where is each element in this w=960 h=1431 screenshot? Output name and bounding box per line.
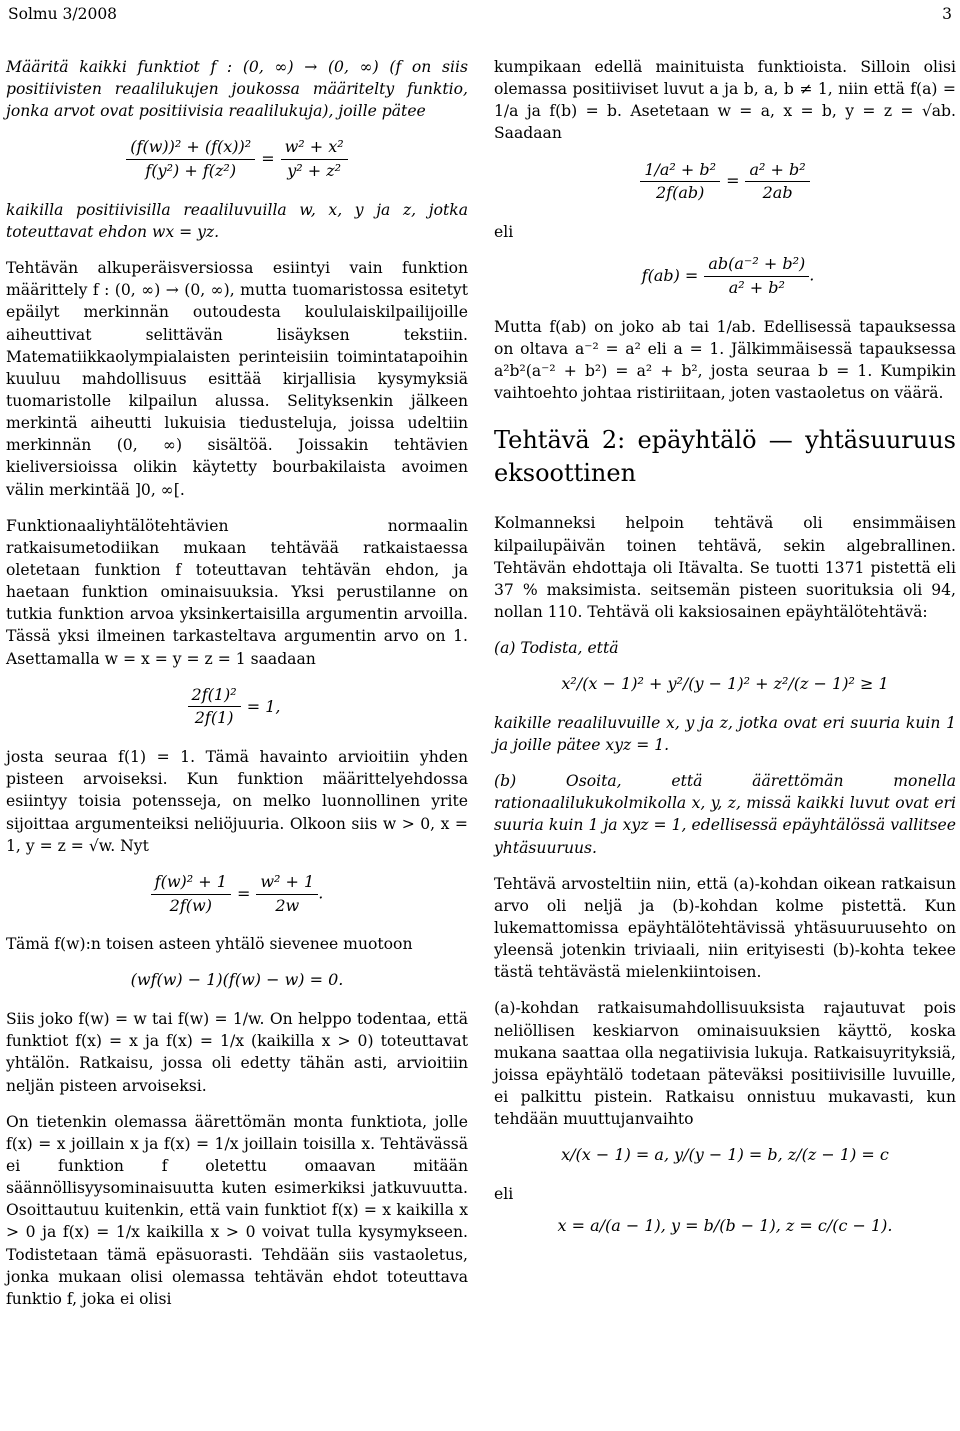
eq-numerator: f(w)² + 1 (151, 871, 231, 895)
eq-denominator: 2ab (762, 183, 793, 203)
problem-condition: kaikilla positiivisilla reaaliluvuilla w, x, y ja z, jotka toteuttavat ehdon wx = yz. (6, 200, 468, 241)
paragraph-solutions: Siis joko f(w) = w tai f(w) = 1/w. On helppo todentaa, että funktiot f(x) = x ja f(x) = 1/x (kaikilla x > 0) toteuttavat yhtälön. Ratkaisu, jossa oli edetty tähän asti, arvioitiin neljän pisteen arvoiseksi. (6, 1010, 468, 1095)
paragraph-sqrt: josta seuraa f(1) = 1. Tämä havainto arvioitiin yhden pisteen arvoiseksi. Kun funktion määrittelyehdossa esiintyy toisia potensseja, on melko luonnollinen yrite sijoittaa argumenteiksi neliöjuuria. Olkoon siis w > 0, x = 1, y = z = √w. Nyt (6, 748, 468, 855)
section-heading: Tehtävä 2: epäyhtälö — yhtäsuuruus eksoottinen (494, 426, 956, 488)
eq-denominator: a² + b² (728, 277, 785, 297)
eq-numerator: 1/a² + b² (640, 159, 720, 183)
equation-functional: $\frac{\text{(f(w))² + (f(x))²}}{\text{f(y²) + f(z²)}}$ = $\frac{\text{w² + x²}}{\text{y² + z²}}$ (6, 136, 468, 182)
eq-rhs-numerator: w² + x² (281, 136, 348, 160)
eq-lhs-denominator: f(y²) + f(z²) (145, 161, 237, 181)
equation-fab: f(ab) = $\frac{\text{ab(a⁻² + b²)}}{\text{a² + b²}}$ . (494, 253, 956, 299)
paragraph-conclusion: Mutta f(ab) on joko ab tai 1/ab. Edellisessä tapauksessa on oltava a⁻² = a² eli a = 1. Jälkimmäisessä tapauksessa a²b²(a⁻² + b²) = a² + b², josta seuraa b = 1. Kumpikin vaihtoehto johtaa ristiriitaan, joten vastaoletus on väärä. (494, 317, 956, 402)
eq-numerator: w² + 1 (256, 871, 318, 895)
left-column (6, 56, 468, 1324)
part-a-label: (a) Todista, että (494, 639, 619, 658)
right-column (494, 56, 956, 1254)
paragraph-contradiction: kumpikaan edellä mainituista funktioista. Silloin olisi olemassa positiiviset luvut a ja b, a, b ≠ 1, niin että f(a) = 1/a ja f(b) = b. Asetetaan w = a, x = b, y = z = √ab. Saadaan (494, 58, 956, 143)
eq-numerator: ab(a⁻² + b²) (704, 253, 809, 277)
equation-inequality: x²/(x − 1)² + y²/(y − 1)² + z²/(z − 1)² ≥ 1 (561, 674, 889, 694)
paragraph-history: Tehtävän alkuperäisversiossa esiintyi vain funktion määrittely f : (0, ∞) → (0, ∞), mutta tuomaristossa esitetyt epäilyt merkinnän outoudesta koululaiskilpailijoille aiheuttivat selittävän lisäyksen tekstiin. Matematiikkaolympialaisten perinteisiin toimintatapoihin kuuluu mahdollisuus esittää kirjallisia kysymyksiä tuomaristolle kilpailun alussa. Selityksenkin jälkeen merkintä aiheutti lukuisia tiedusteluja, joissa udeltiin merkinnän (0, ∞) sisältöä. Joissakin tehtävien kieliversioissa olikin käytetty bourbakilaista avoimen välin merkintää ]0, ∞[. (6, 259, 468, 499)
eq-rhs: = 1, (246, 696, 281, 716)
eq-rhs-denominator: y² + z² (287, 161, 342, 181)
paragraph-method: Funktionaaliyhtälötehtävien normaalin ratkaisumetodiikan mukaan tehtävää ratkaistaessa oletetaan funktion f toteuttavan tehtävän ehdon, ja haetaan funktion ominaisuuksia. Yksi perustilanne on tutkia funktion arvoa yksinkertaisilla argumentin arvoilla. Tässä yksi ilmeinen tarkasteltava argumentin arvo on 1. Asettamalla w = x = y = z = 1 saadaan (6, 516, 468, 668)
equation-ab: $\frac{\text{1/a² + b²}}{2f(ab)}$ = $\frac{\text{a² + b²}}{2ab}$ (494, 159, 956, 205)
problem-statement: Määritä kaikki funktiot f : (0, ∞) → (0, ∞) (f on siis positiivisten reaalilukujen joukossa määritelty funktio, jonka arvot ovat positiivisia reaalilukuja), joille pätee (6, 58, 468, 121)
page-number: 3 (942, 5, 952, 23)
paragraph-infinite: On tietenkin olemassa äärettömän monta funktiota, jolle f(x) = x joillain x ja f(x) = 1/x joillain toisilla x. Tehtävässä ei funktion f oletettu omaavan mitään säännöllisyysominaisuutta kuten esimerkiksi jatkuvuutta. Osoittautuu kuitenkin, että vain funktiot f(x) = x kaikilla x > 0 ja f(x) = 1/x kaikilla x > 0 voivat tulla kysymykseen. Todistetaan tämä epäsuorasti. Tehdään siis vastaoletus, jonka mukaan olisi olemassa tehtävän ehdot toteuttava funktio f, joka ei olisi (6, 1112, 468, 1308)
eli-label: eli (494, 223, 514, 241)
eq-denominator: 2f(ab) (656, 183, 705, 203)
paragraph-grading: Tehtävä arvosteltiin niin, että (a)-kohdan oikean ratkaisun arvo oli neljä ja (b)-kohdan kolme pistettä. Kun lukemattomissa epäyhtälötehtävissä yhtäsuuruusehto on yleensä jotenkin triviaali, niin erityisesti (b)-kohta tekee tästä tehtävästä mielenkiintoisen. (494, 874, 956, 982)
part-b: (b) Osoita, että äärettömän monella rationaalilukukolmikolla x, y, z, missä kaikki luvut ovat eri suuria kuin 1 ja xyz = 1, edellisessä epäyhtälössä vallitsee yhtäsuuruus. (494, 772, 956, 857)
paragraph-intro-task2: Kolmanneksi helpoin tehtävä oli ensimmäisen kilpailupäivän toinen tehtävä, sekin algebrallinen. Tehtävän ehdottaja oli Itävalta. Se tuotti 1371 pistettä eli 37 % maksimista. seitsemän pisteen suorituksia oli 94, nollan 110. Tehtävä oli kaksiosainen epäyhtälötehtävä: (494, 514, 956, 621)
equation-fw: $\frac{\text{f(w)² + 1}}{2f(w)}$ = $\frac{\text{w² + 1}}{2w}$ . (6, 871, 468, 917)
eq-lhs-numerator: (f(w))² + (f(x))² (126, 136, 255, 160)
part-a-condition: kaikille reaaliluvuille x, y ja z, jotka ovat eri suuria kuin 1 ja joille pätee xyz = 1. (494, 713, 956, 755)
journal-issue: Solmu 3/2008 (8, 5, 118, 23)
paragraph-approach: (a)-kohdan ratkaisumahdollisuuksista rajautuvat pois neliöllisen keskiarvon ominaisuuksien käyttö, koska mukana saattaa olla negatiivisia lukuja. Ratkaisuyrityksiä, joissa epäyhtälö todetaan päteväksi positiivisille luvuille, ei palkittu pistein. Ratkaisu onnistuu mukavasti, kun tehdään muuttujanvaihto (494, 999, 956, 1129)
equation-inverse: x = a/(a − 1), y = b/(b − 1), z = c/(c − 1). (557, 1216, 893, 1236)
equation-factored: (wf(w) − 1)(f(w) − w) = 0. (130, 970, 344, 990)
eq-denominator: 2f(w) (169, 895, 212, 915)
eq-numerator: 2f(1)² (188, 684, 241, 708)
paragraph-quadratic: Tämä f(w):n toisen asteen yhtälö sievenee muotoon (6, 935, 413, 954)
eq-denominator: 2f(1) (194, 708, 234, 728)
eq-lhs: f(ab) = (641, 266, 699, 285)
equation-substitution: x/(x − 1) = a, y/(y − 1) = b, z/(z − 1) = c (561, 1145, 889, 1165)
eli-label-2: eli (494, 1185, 514, 1204)
running-header (8, 0, 952, 28)
eq-denominator: 2w (275, 895, 300, 915)
equation-f1 (6, 684, 468, 730)
eq-numerator: a² + b² (745, 159, 809, 183)
